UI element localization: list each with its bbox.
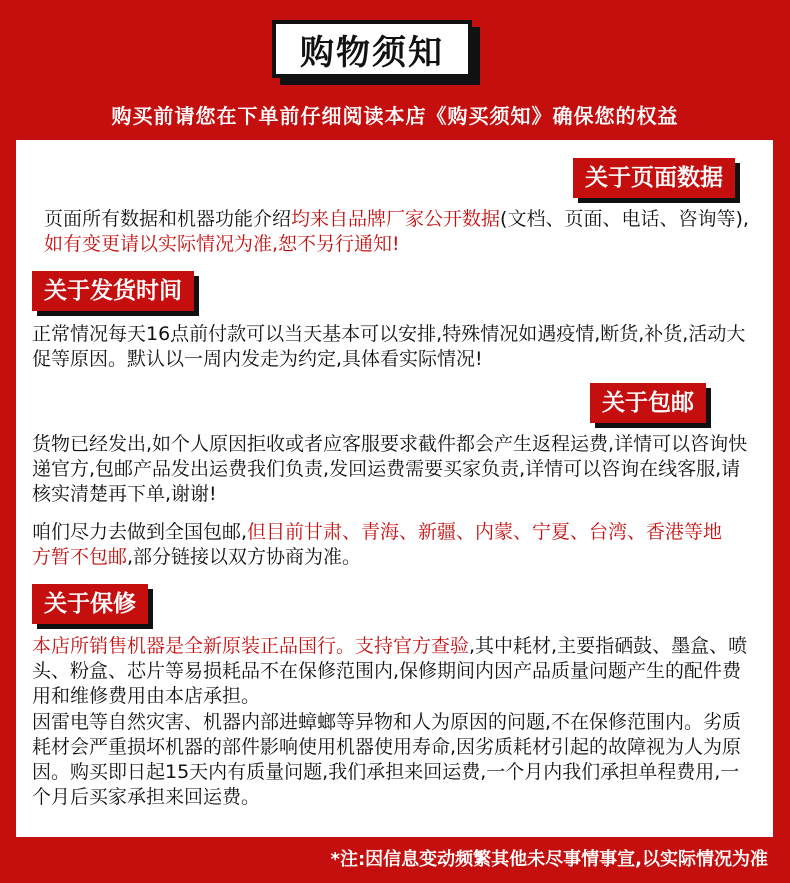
section-badge-warranty: 关于保修: [32, 584, 148, 624]
warranty-paragraph-1: [32, 634, 754, 709]
warranty-text-1b: ,其中耗材,主要指硒鼓、墨盒、喷头、粉盒、芯片等易损耗品不在保修范围内,保修期间内因产品质量问题产生的配件费用和维修费用由本店承担。: [32, 635, 748, 707]
free-shipping-text-2c: ,部分链接以双方协商为准。: [127, 546, 362, 568]
warranty-text-2: 因雷电等自然灾害、机器内部进蟑螂等异物和人为原因的问题,不在保修范围内。劣质耗材会严重损坏机器的部件影响使用机器使用寿命,因劣质耗材引起的故障视为人为原因。购买即日起15天内有质量问题,我们承担来回运费,一个月内我们承担单程费用,一个月后买家承担来回运费。: [32, 711, 742, 808]
section-badge-page-data: 关于页面数据: [573, 158, 735, 198]
subtitle: 购买前请您在下单前仔细阅读本店《购买须知》确保您的权益: [111, 104, 679, 128]
page-data-text-3: (文档、页面、电话、咨询等),: [500, 208, 749, 230]
shipping-paragraph: [32, 322, 764, 372]
warranty-paragraph-2: [32, 710, 754, 810]
page-data-text-4: 如有变更请以实际情况为准,恕不另行通知!: [44, 233, 400, 255]
info-panel: [16, 140, 773, 837]
footer-note: *注:因信息变动频繁其他未尽事情事宣,以实际情况为准: [330, 849, 768, 870]
free-shipping-paragraph-1: [32, 432, 752, 507]
page-data-text-2: 均来自品牌厂家公开数据: [291, 208, 501, 230]
free-shipping-text-2a: 咱们尽力去做到全国包邮,: [32, 521, 248, 543]
free-shipping-text-1: 货物已经发出,如个人原因拒收或者应客服要求截件都会产生返程运费,详情可以咨询快递官方,包邮产品发出运费我们负责,发回运费需要买家负责,详情可以咨询在线客服,请核实清楚再下单,谢谢!: [32, 433, 748, 505]
free-shipping-paragraph-2: [32, 520, 732, 570]
page-data-text-1: 页面所有数据和机器功能介绍: [44, 208, 292, 230]
section-badge-shipping: 关于发货时间: [32, 271, 194, 311]
section-badge-free-shipping: 关于包邮: [590, 383, 706, 423]
page-data-paragraph: [44, 207, 754, 257]
free-shipping-text-2b: 但目前甘肃、青海、新疆、内蒙、宁夏、台湾、香港等地方暂不包邮: [32, 521, 723, 568]
shipping-text: 正常情况每天16点前付款可以当天基本可以安排,特殊情况如遇疫情,断货,补货,活动大促等原因。默认以一周内发走为约定,具体看实际情况!: [32, 323, 746, 370]
warranty-text-1a: 本店所销售机器是全新原装正品国行。支持官方查验: [32, 635, 470, 657]
page-title: 购物须知: [272, 20, 472, 78]
